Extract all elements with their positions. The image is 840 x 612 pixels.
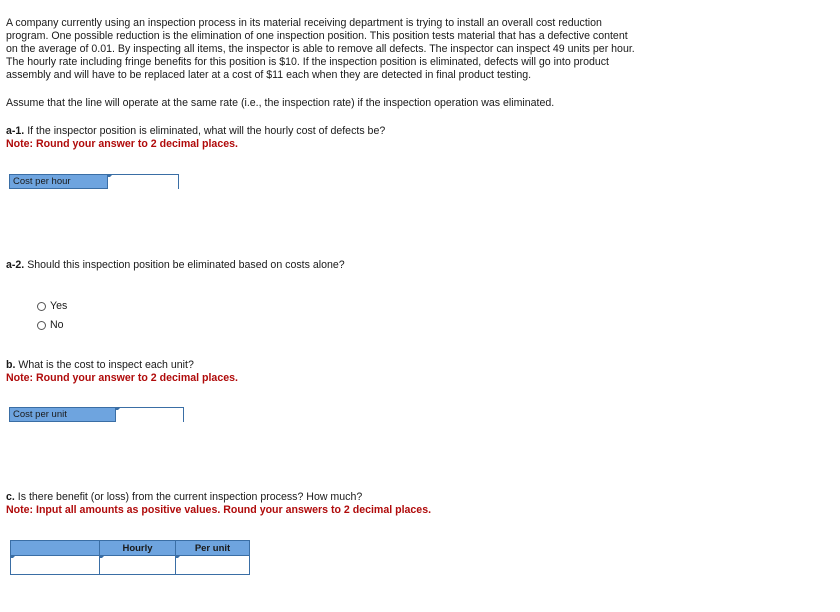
benefit-label-cell [11,556,100,575]
benefit-table-row [11,556,250,575]
problem-line: The hourly rate including fringe benefits for this position is $10. If the inspection position is eliminated, defects will go into product [6,56,610,68]
radio-no[interactable] [37,319,64,331]
problem-line: on the average of 0.01. By inspecting all items, the inspector is able to remove all defects. The inspector can inspect 49 units per hour. [6,43,635,55]
question-c-label: c. [6,491,15,503]
header-hourly: Hourly [100,541,176,556]
cost-per-unit-cell [116,408,183,421]
question-a2-label: a-2. [6,259,25,271]
cost-per-unit-row [9,407,184,422]
problem-line: A company currently using an inspection process in its material receiving department is trying to install an overall cost reduction [6,17,602,29]
hourly-cell [100,556,176,575]
benefit-table-header [11,541,250,556]
problem-statement [6,17,726,82]
problem-line: program. One possible reduction is the elimination of one inspection position. This position tests material that has a defective content [6,30,628,42]
cost-per-hour-cell [108,175,178,188]
benefit-label-input[interactable] [11,558,99,572]
assumption-text: Assume that the line will operate at the same rate (i.e., the inspection rate) if the inspection operation was eliminated. [6,97,555,109]
radio-yes[interactable] [37,300,67,312]
cost-per-hour-label: Cost per hour [10,175,108,188]
radio-yes-circle[interactable] [37,302,46,311]
question-b [6,359,726,385]
question-a2-text: Should this inspection position be eliminated based on costs alone? [24,259,345,271]
cost-per-hour-input[interactable] [108,177,178,190]
question-a1-text: If the inspector position is eliminated, what will the hourly cost of defects be? [24,125,386,137]
radio-yes-label[interactable]: Yes [50,300,68,312]
radio-no-label[interactable]: No [50,319,64,331]
per-unit-cell [176,556,250,575]
question-a1 [6,125,726,151]
question-c-text: Is there benefit (or loss) from the current inspection process? How much? [14,491,363,503]
question-c [6,491,726,517]
question-a1-note: Note: Round your answer to 2 decimal places. [6,138,238,150]
question-b-label: b. [6,359,16,371]
question-b-text: What is the cost to inspect each unit? [15,359,194,371]
cost-per-hour-row [9,174,179,189]
hourly-input[interactable] [100,558,175,572]
problem-line: assembly and will have to be replaced later at a cost of $11 each when they are detected in final product testing. [6,69,532,81]
question-b-note: Note: Round your answer to 2 decimal places. [6,372,238,384]
benefit-table [10,540,250,575]
header-per-unit: Per unit [176,541,250,556]
question-a1-label: a-1. [6,125,25,137]
header-blank [11,541,100,556]
cost-per-unit-label: Cost per unit [10,408,116,421]
question-a2 [6,259,726,272]
radio-no-circle[interactable] [37,321,46,330]
per-unit-input[interactable] [176,558,249,572]
cost-per-unit-input[interactable] [116,410,183,423]
question-c-note: Note: Input all amounts as positive values. Round your answers to 2 decimal places. [6,504,432,516]
